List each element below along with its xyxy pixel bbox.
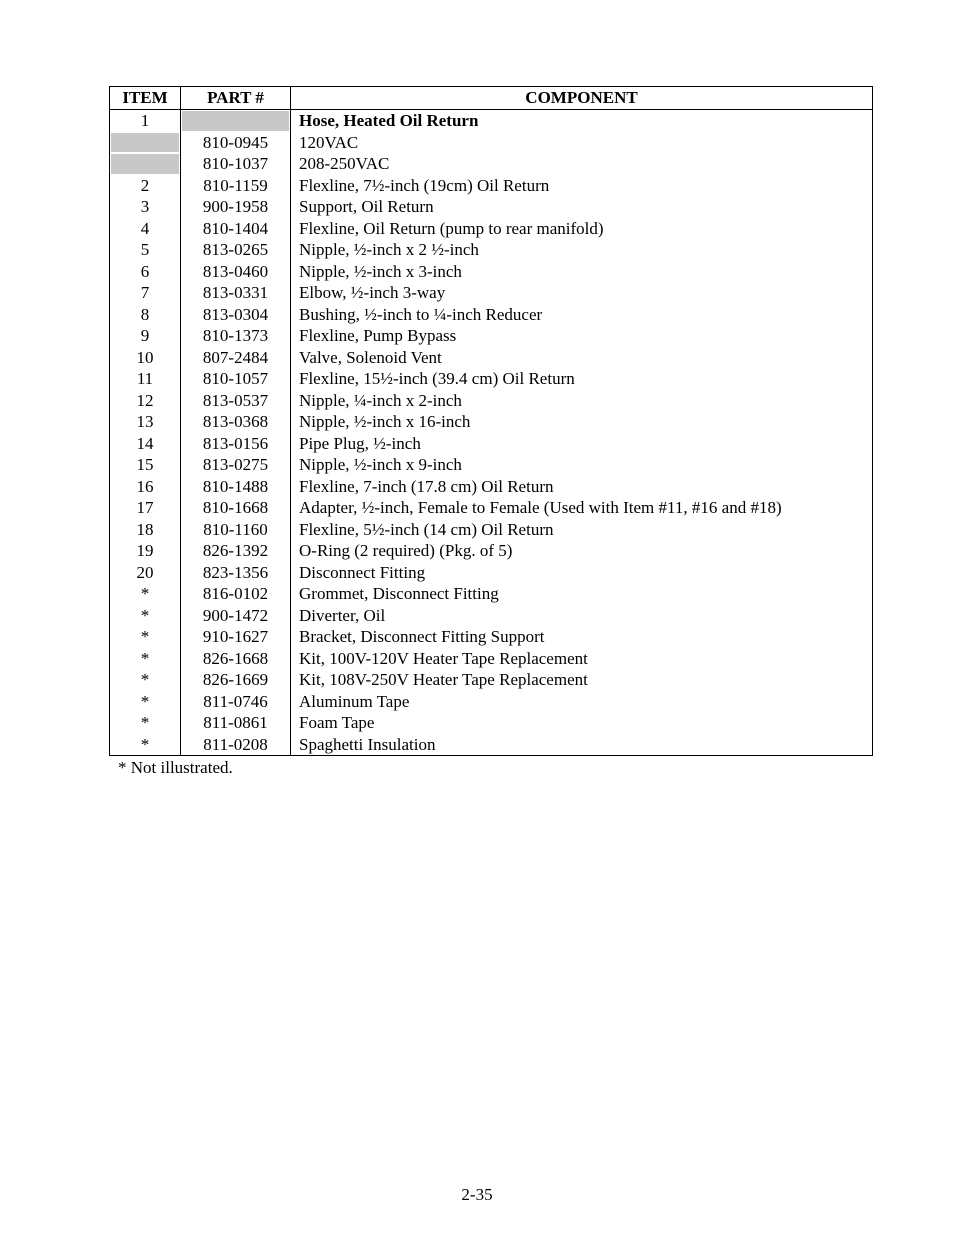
item-cell: * <box>110 648 181 670</box>
part-number-cell: 810-1668 <box>181 497 291 519</box>
item-cell: 1 <box>110 110 181 132</box>
part-number-cell: 813-0275 <box>181 454 291 476</box>
part-number-cell: 807-2484 <box>181 347 291 369</box>
component-cell: Grommet, Disconnect Fitting <box>291 583 873 605</box>
part-number-cell: 813-0331 <box>181 282 291 304</box>
table-row <box>110 669 873 691</box>
part-number-cell: 813-0156 <box>181 433 291 455</box>
item-cell: 8 <box>110 304 181 326</box>
table-row <box>110 368 873 390</box>
part-number-cell: 826-1392 <box>181 540 291 562</box>
item-cell: * <box>110 583 181 605</box>
item-cell: 11 <box>110 368 181 390</box>
item-cell: 15 <box>110 454 181 476</box>
component-cell: Flexline, 7-inch (17.8 cm) Oil Return <box>291 476 873 498</box>
table-row <box>110 648 873 670</box>
component-cell: Nipple, ½-inch x 9-inch <box>291 454 873 476</box>
table-row <box>110 411 873 433</box>
shaded-cell-fill <box>182 111 289 131</box>
table-row <box>110 132 873 154</box>
item-cell: 7 <box>110 282 181 304</box>
item-cell: * <box>110 734 181 756</box>
part-number-cell: 810-1159 <box>181 175 291 197</box>
component-cell: Flexline, 15½-inch (39.4 cm) Oil Return <box>291 368 873 390</box>
table-row <box>110 519 873 541</box>
component-cell: Adapter, ½-inch, Female to Female (Used with Item #11, #16 and #18) <box>291 497 873 519</box>
component-cell: Valve, Solenoid Vent <box>291 347 873 369</box>
component-cell: Flexline, Pump Bypass <box>291 325 873 347</box>
item-cell: 18 <box>110 519 181 541</box>
component-cell: Bushing, ½-inch to ¼-inch Reducer <box>291 304 873 326</box>
parts-table-header <box>110 87 873 110</box>
table-row <box>110 261 873 283</box>
component-cell: Flexline, 7½-inch (19cm) Oil Return <box>291 175 873 197</box>
item-cell: 9 <box>110 325 181 347</box>
table-row <box>110 196 873 218</box>
table-row <box>110 734 873 756</box>
header-part-number: PART # <box>181 87 291 110</box>
item-cell: 5 <box>110 239 181 261</box>
table-row <box>110 282 873 304</box>
item-cell: * <box>110 712 181 734</box>
item-cell: 17 <box>110 497 181 519</box>
component-cell: Nipple, ½-inch x 3-inch <box>291 261 873 283</box>
component-cell: 120VAC <box>291 132 873 154</box>
part-number-cell: 811-0746 <box>181 691 291 713</box>
table-row <box>110 175 873 197</box>
parts-table <box>109 86 873 756</box>
component-cell: 208-250VAC <box>291 153 873 175</box>
table-row <box>110 304 873 326</box>
part-number-cell: 813-0265 <box>181 239 291 261</box>
table-row <box>110 562 873 584</box>
table-row <box>110 497 873 519</box>
component-cell: Hose, Heated Oil Return <box>291 110 873 132</box>
table-row <box>110 540 873 562</box>
item-cell: 4 <box>110 218 181 240</box>
header-row <box>110 87 873 110</box>
part-number-cell: 811-0861 <box>181 712 291 734</box>
part-number-cell: 826-1668 <box>181 648 291 670</box>
component-cell: Flexline, Oil Return (pump to rear manifold) <box>291 218 873 240</box>
footnote: * Not illustrated. <box>118 758 233 777</box>
table-row <box>110 153 873 175</box>
header-item: ITEM <box>110 87 181 110</box>
table-row <box>110 433 873 455</box>
header-component: COMPONENT <box>291 87 873 110</box>
part-number-cell: 810-1404 <box>181 218 291 240</box>
table-row <box>110 691 873 713</box>
component-cell: O-Ring (2 required) (Pkg. of 5) <box>291 540 873 562</box>
part-number-cell: 811-0208 <box>181 734 291 756</box>
item-cell: 19 <box>110 540 181 562</box>
component-cell: Kit, 108V-250V Heater Tape Replacement <box>291 669 873 691</box>
item-cell: 2 <box>110 175 181 197</box>
component-cell: Elbow, ½-inch 3-way <box>291 282 873 304</box>
item-cell: * <box>110 669 181 691</box>
table-row <box>110 712 873 734</box>
part-number-cell: 823-1356 <box>181 562 291 584</box>
table-row <box>110 325 873 347</box>
item-cell: 13 <box>110 411 181 433</box>
component-cell: Pipe Plug, ½-inch <box>291 433 873 455</box>
component-cell: Aluminum Tape <box>291 691 873 713</box>
item-cell: * <box>110 605 181 627</box>
page-number: 2-35 <box>461 1185 493 1204</box>
component-cell: Diverter, Oil <box>291 605 873 627</box>
part-number-cell: 910-1627 <box>181 626 291 648</box>
component-cell: Bracket, Disconnect Fitting Support <box>291 626 873 648</box>
component-cell: Kit, 100V-120V Heater Tape Replacement <box>291 648 873 670</box>
item-cell <box>110 132 181 154</box>
part-number-cell <box>181 110 291 132</box>
part-number-cell: 813-0460 <box>181 261 291 283</box>
table-row <box>110 218 873 240</box>
item-cell: 3 <box>110 196 181 218</box>
table-row <box>110 239 873 261</box>
part-number-cell: 816-0102 <box>181 583 291 605</box>
part-number-cell: 810-1037 <box>181 153 291 175</box>
item-cell <box>110 153 181 175</box>
item-cell: 20 <box>110 562 181 584</box>
component-cell: Flexline, 5½-inch (14 cm) Oil Return <box>291 519 873 541</box>
part-number-cell: 813-0304 <box>181 304 291 326</box>
item-cell: * <box>110 691 181 713</box>
part-number-cell: 810-1373 <box>181 325 291 347</box>
component-cell: Spaghetti Insulation <box>291 734 873 756</box>
table-row <box>110 347 873 369</box>
item-cell: * <box>110 626 181 648</box>
component-cell: Nipple, ½-inch x 16-inch <box>291 411 873 433</box>
parts-table-body <box>110 110 873 756</box>
table-row <box>110 626 873 648</box>
component-cell: Foam Tape <box>291 712 873 734</box>
table-row <box>110 390 873 412</box>
part-number-cell: 810-0945 <box>181 132 291 154</box>
component-cell: Disconnect Fitting <box>291 562 873 584</box>
component-cell: Nipple, ½-inch x 2 ½-inch <box>291 239 873 261</box>
table-row <box>110 605 873 627</box>
part-number-cell: 826-1669 <box>181 669 291 691</box>
item-cell: 10 <box>110 347 181 369</box>
part-number-cell: 810-1160 <box>181 519 291 541</box>
component-cell: Nipple, ¼-inch x 2-inch <box>291 390 873 412</box>
shaded-cell-fill <box>111 154 179 174</box>
part-number-cell: 813-0537 <box>181 390 291 412</box>
part-number-cell: 810-1057 <box>181 368 291 390</box>
shaded-cell-fill <box>111 133 179 153</box>
part-number-cell: 900-1958 <box>181 196 291 218</box>
part-number-cell: 810-1488 <box>181 476 291 498</box>
item-cell: 6 <box>110 261 181 283</box>
part-number-cell: 813-0368 <box>181 411 291 433</box>
table-row <box>110 454 873 476</box>
table-row <box>110 583 873 605</box>
item-cell: 16 <box>110 476 181 498</box>
part-number-cell: 900-1472 <box>181 605 291 627</box>
component-cell: Support, Oil Return <box>291 196 873 218</box>
item-cell: 12 <box>110 390 181 412</box>
table-row <box>110 110 873 132</box>
item-cell: 14 <box>110 433 181 455</box>
table-row <box>110 476 873 498</box>
